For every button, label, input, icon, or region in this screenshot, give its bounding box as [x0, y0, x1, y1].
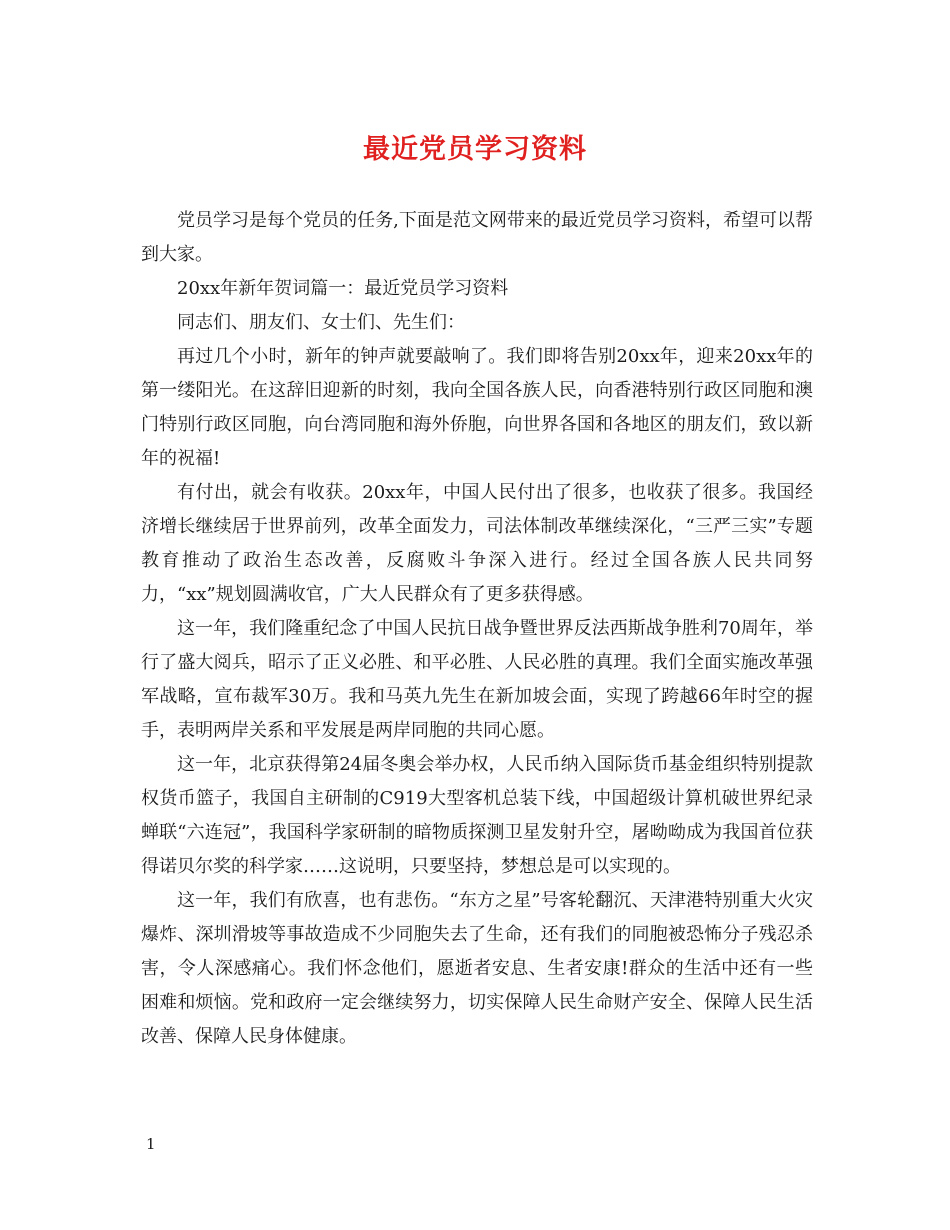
page-number: 1 [146, 1135, 156, 1153]
paragraph-joys-and-sorrows: 这一年，我们有欣喜，也有悲伤。“东方之星”号客轮翻沉、天津港特别重大火灾爆炸、深圳滑坡等事故造成不少同胞失去了生命，还有我们的同胞被恐怖分子残忍杀害，令人深感痛心。我们怀念他们，愿逝者安息、生者安康!群众的生活中还有一些困难和烦恼。党和政府一定会继续努力，切实保障人民生命财产安全、保障人民生活改善、保障人民身体健康。 [141, 890, 813, 1047]
paragraph-salutation: 同志们、朋友们、女士们、先生们： [177, 312, 465, 333]
paragraph-section-heading: 20xx年新年贺词篇一：最近党员学习资料 [177, 278, 509, 299]
paragraph-milestones: 这一年，北京获得第24届冬奥会举办权，人民币纳入国际货币基金组织特别提款权货币篮子，我国自主研制的C919大型客机总装下线，中国超级计算机破世界纪录蝉联“六连冠”，我国科学家研制的暗物质探测卫星发射升空，屠呦呦成为我国首位获得诺贝尔奖的科学家……这说明，只要坚持，梦想总是可以实现的。 [141, 754, 813, 877]
document-title: 最近党员学习资料 [363, 134, 587, 165]
document-body [141, 204, 813, 1054]
paragraph-commemoration: 这一年，我们隆重纪念了中国人民抗日战争暨世界反法西斯战争胜利70周年，举行了盛大阅兵，昭示了正义必胜、和平必胜、人民必胜的真理。我们全面实施改革强军战略，宣布裁军30万。我和马英九先生在新加坡会面，实现了跨越66年时空的握手，表明两岸关系和平发展是两岸同胞的共同心愿。 [141, 618, 813, 741]
paragraph-achievements: 有付出，就会有收获。20xx年，中国人民付出了很多，也收获了很多。我国经济增长继续居于世界前列，改革全面发力，司法体制改革继续深化，“三严三实”专题教育推动了政治生态改善，反腐败斗争深入进行。经过全国各族人民共同努力，“xx”规划圆满收官，广大人民群众有了更多获得感。 [141, 482, 813, 605]
paragraph-intro: 党员学习是每个党员的任务,下面是范文网带来的最近党员学习资料，希望可以帮到大家。 [141, 210, 813, 265]
paragraph-new-year-greeting: 再过几个小时，新年的钟声就要敲响了。我们即将告别20xx年，迎来20xx年的第一缕阳光。在这辞旧迎新的时刻，我向全国各族人民，向香港特别行政区同胞和澳门特别行政区同胞，向台湾同胞和海外侨胞，向世界各国和各地区的朋友们，致以新年的祝福! [141, 346, 813, 469]
